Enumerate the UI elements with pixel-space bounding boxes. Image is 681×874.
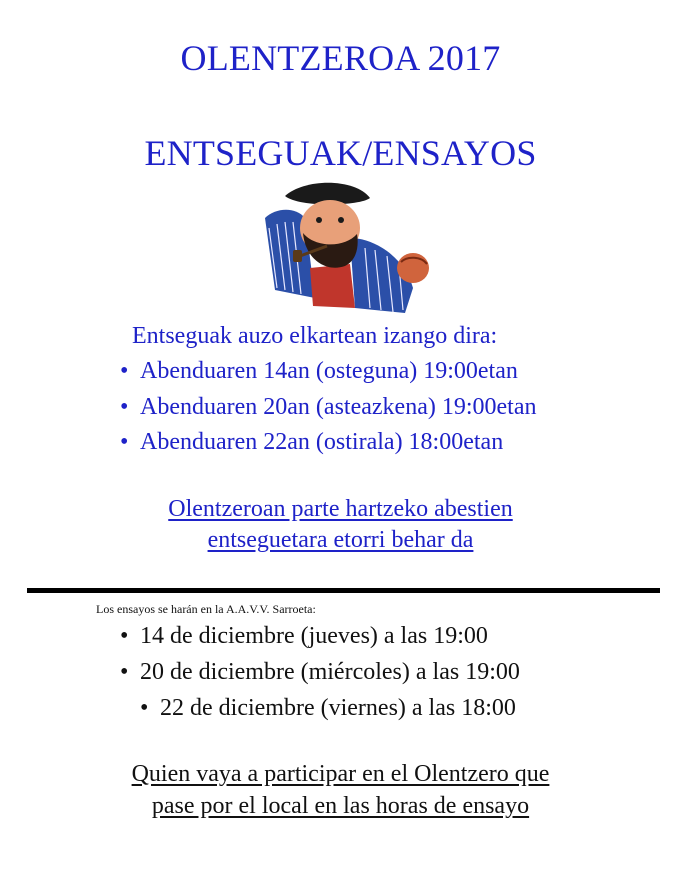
spanish-intro-text: Los ensayos se harán en la A.A.V.V. Sarroeta:	[96, 602, 316, 616]
spanish-rehearsal-item	[120, 657, 520, 687]
basque-rehearsal-item	[120, 427, 503, 457]
poster-title: OLENTZEROA 2017	[180, 38, 501, 78]
bullet-icon: •	[120, 358, 129, 384]
spanish-rehearsal-text: 20 de diciembre (miércoles) a las 19:00	[140, 659, 520, 685]
spanish-note-line: pase por el local en las horas de ensayo	[151, 793, 530, 819]
basque-rehearsal-item	[120, 392, 536, 422]
basque-intro-text: Entseguak auzo elkartean izango dira:	[132, 323, 498, 349]
spanish-note-line: Quien vaya a participar en el Olentzero que	[131, 761, 550, 787]
section-divider	[27, 588, 660, 593]
bullet-icon: •	[140, 695, 149, 721]
basque-note-line: entseguetara etorri behar da	[207, 527, 474, 553]
spanish-rehearsal-text: 22 de diciembre (viernes) a las 18:00	[160, 695, 516, 721]
basque-rehearsal-text: Abenduaren 14an (osteguna) 19:00etan	[140, 358, 518, 384]
olentzero-figure-icon	[255, 178, 435, 320]
poster-subtitle: ENTSEGUAK/ENSAYOS	[144, 133, 537, 173]
basque-note-line: Olentzeroan parte hartzeko abestien	[168, 496, 513, 522]
bullet-icon: •	[120, 394, 129, 420]
basque-rehearsal-item	[120, 356, 518, 386]
bullet-icon: •	[120, 429, 129, 455]
bullet-icon: •	[120, 623, 129, 649]
basque-rehearsal-text: Abenduaren 20an (asteazkena) 19:00etan	[140, 394, 537, 420]
bullet-icon: •	[120, 659, 129, 685]
spanish-rehearsal-item	[120, 621, 488, 651]
spanish-rehearsal-text: 14 de diciembre (jueves) a las 19:00	[140, 623, 488, 649]
basque-rehearsal-text: Abenduaren 22an (ostirala) 18:00etan	[140, 429, 504, 455]
spanish-rehearsal-item	[140, 693, 516, 723]
